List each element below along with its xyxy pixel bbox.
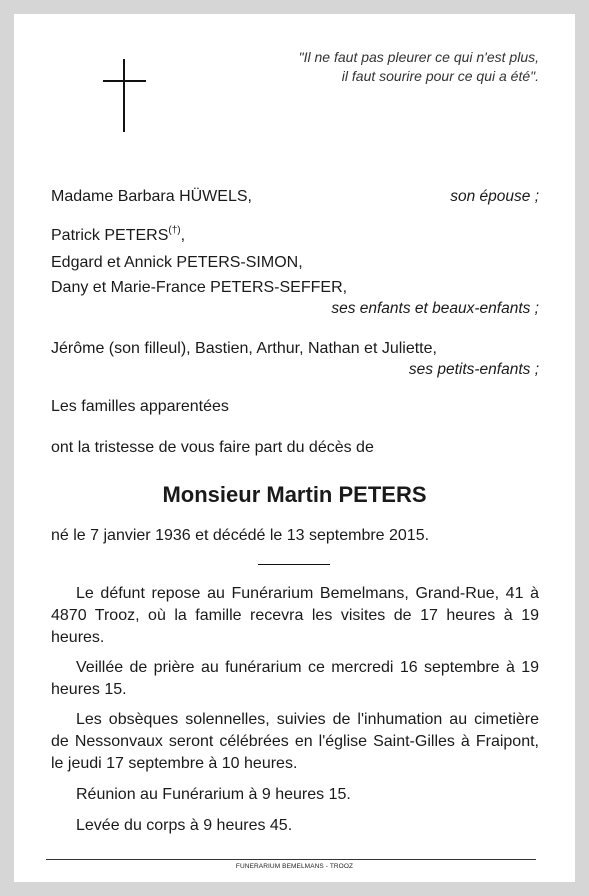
- spouse-name: Madame Barbara HÜWELS,: [51, 188, 252, 205]
- deceased-marker: (†): [168, 224, 181, 236]
- footer-rule: [46, 859, 536, 860]
- cross-icon-bar: [103, 80, 146, 82]
- detail-paragraph-3: Les obsèques solennelles, suivies de l'inhumation au cimetière de Nessonvaux seront célébrées en l'église Saint-Gilles à Fraipont, le jeudi 17 septembre à 10 heures.: [51, 711, 539, 772]
- grandchildren-role: ses petits-enfants ;: [408, 361, 539, 378]
- spouse-role: son épouse ;: [450, 188, 539, 205]
- separator-rule: [258, 564, 330, 565]
- quote-line-2: il faut sourire pour ce qui a été".: [341, 68, 539, 84]
- grandchildren-line: Jérôme (son filleul), Bastien, Arthur, Nathan et Juliette,: [51, 340, 437, 357]
- footer-text: FUNERARIUM BEMELMANS - TROOZ: [235, 863, 354, 870]
- child-line-3: Dany et Marie-France PETERS-SEFFER,: [51, 279, 348, 296]
- child-name-1-suffix: ,: [180, 227, 186, 244]
- detail-paragraph-1: Le défunt repose au Funérarium Bemelmans, Grand-Rue, 41 à 4870 Trooz, où la famille recevra les visites de 17 heures à 19 heures.: [51, 585, 539, 646]
- cross-icon: [123, 59, 125, 132]
- announcement-line: ont la tristesse de vous faire part du décès de: [51, 439, 374, 456]
- deceased-dates: né le 7 janvier 1936 et décédé le 13 septembre 2015.: [51, 527, 430, 544]
- children-role: ses enfants et beaux-enfants ;: [331, 300, 539, 317]
- detail-paragraph-2: Veillée de prière au funérarium ce mercredi 16 septembre à 19 heures 15.: [51, 659, 539, 698]
- epigraph-quote: [299, 48, 539, 86]
- detail-paragraph-4: Réunion au Funérarium à 9 heures 15.: [76, 786, 351, 803]
- quote-line-1: "Il ne faut pas pleurer ce qui n'est plus,: [298, 49, 539, 65]
- detail-paragraph-5: Levée du corps à 9 heures 45.: [76, 817, 293, 834]
- child-line-1: [51, 226, 539, 246]
- obituary-card: [14, 14, 575, 882]
- child-line-2: Edgard et Annick PETERS-SIMON,: [51, 254, 303, 271]
- relatives-line: Les familles apparentées: [51, 398, 229, 415]
- deceased-name: Monsieur Martin PETERS: [162, 482, 427, 507]
- child-name-1: Patrick PETERS: [51, 227, 169, 244]
- spouse-line: [51, 187, 539, 207]
